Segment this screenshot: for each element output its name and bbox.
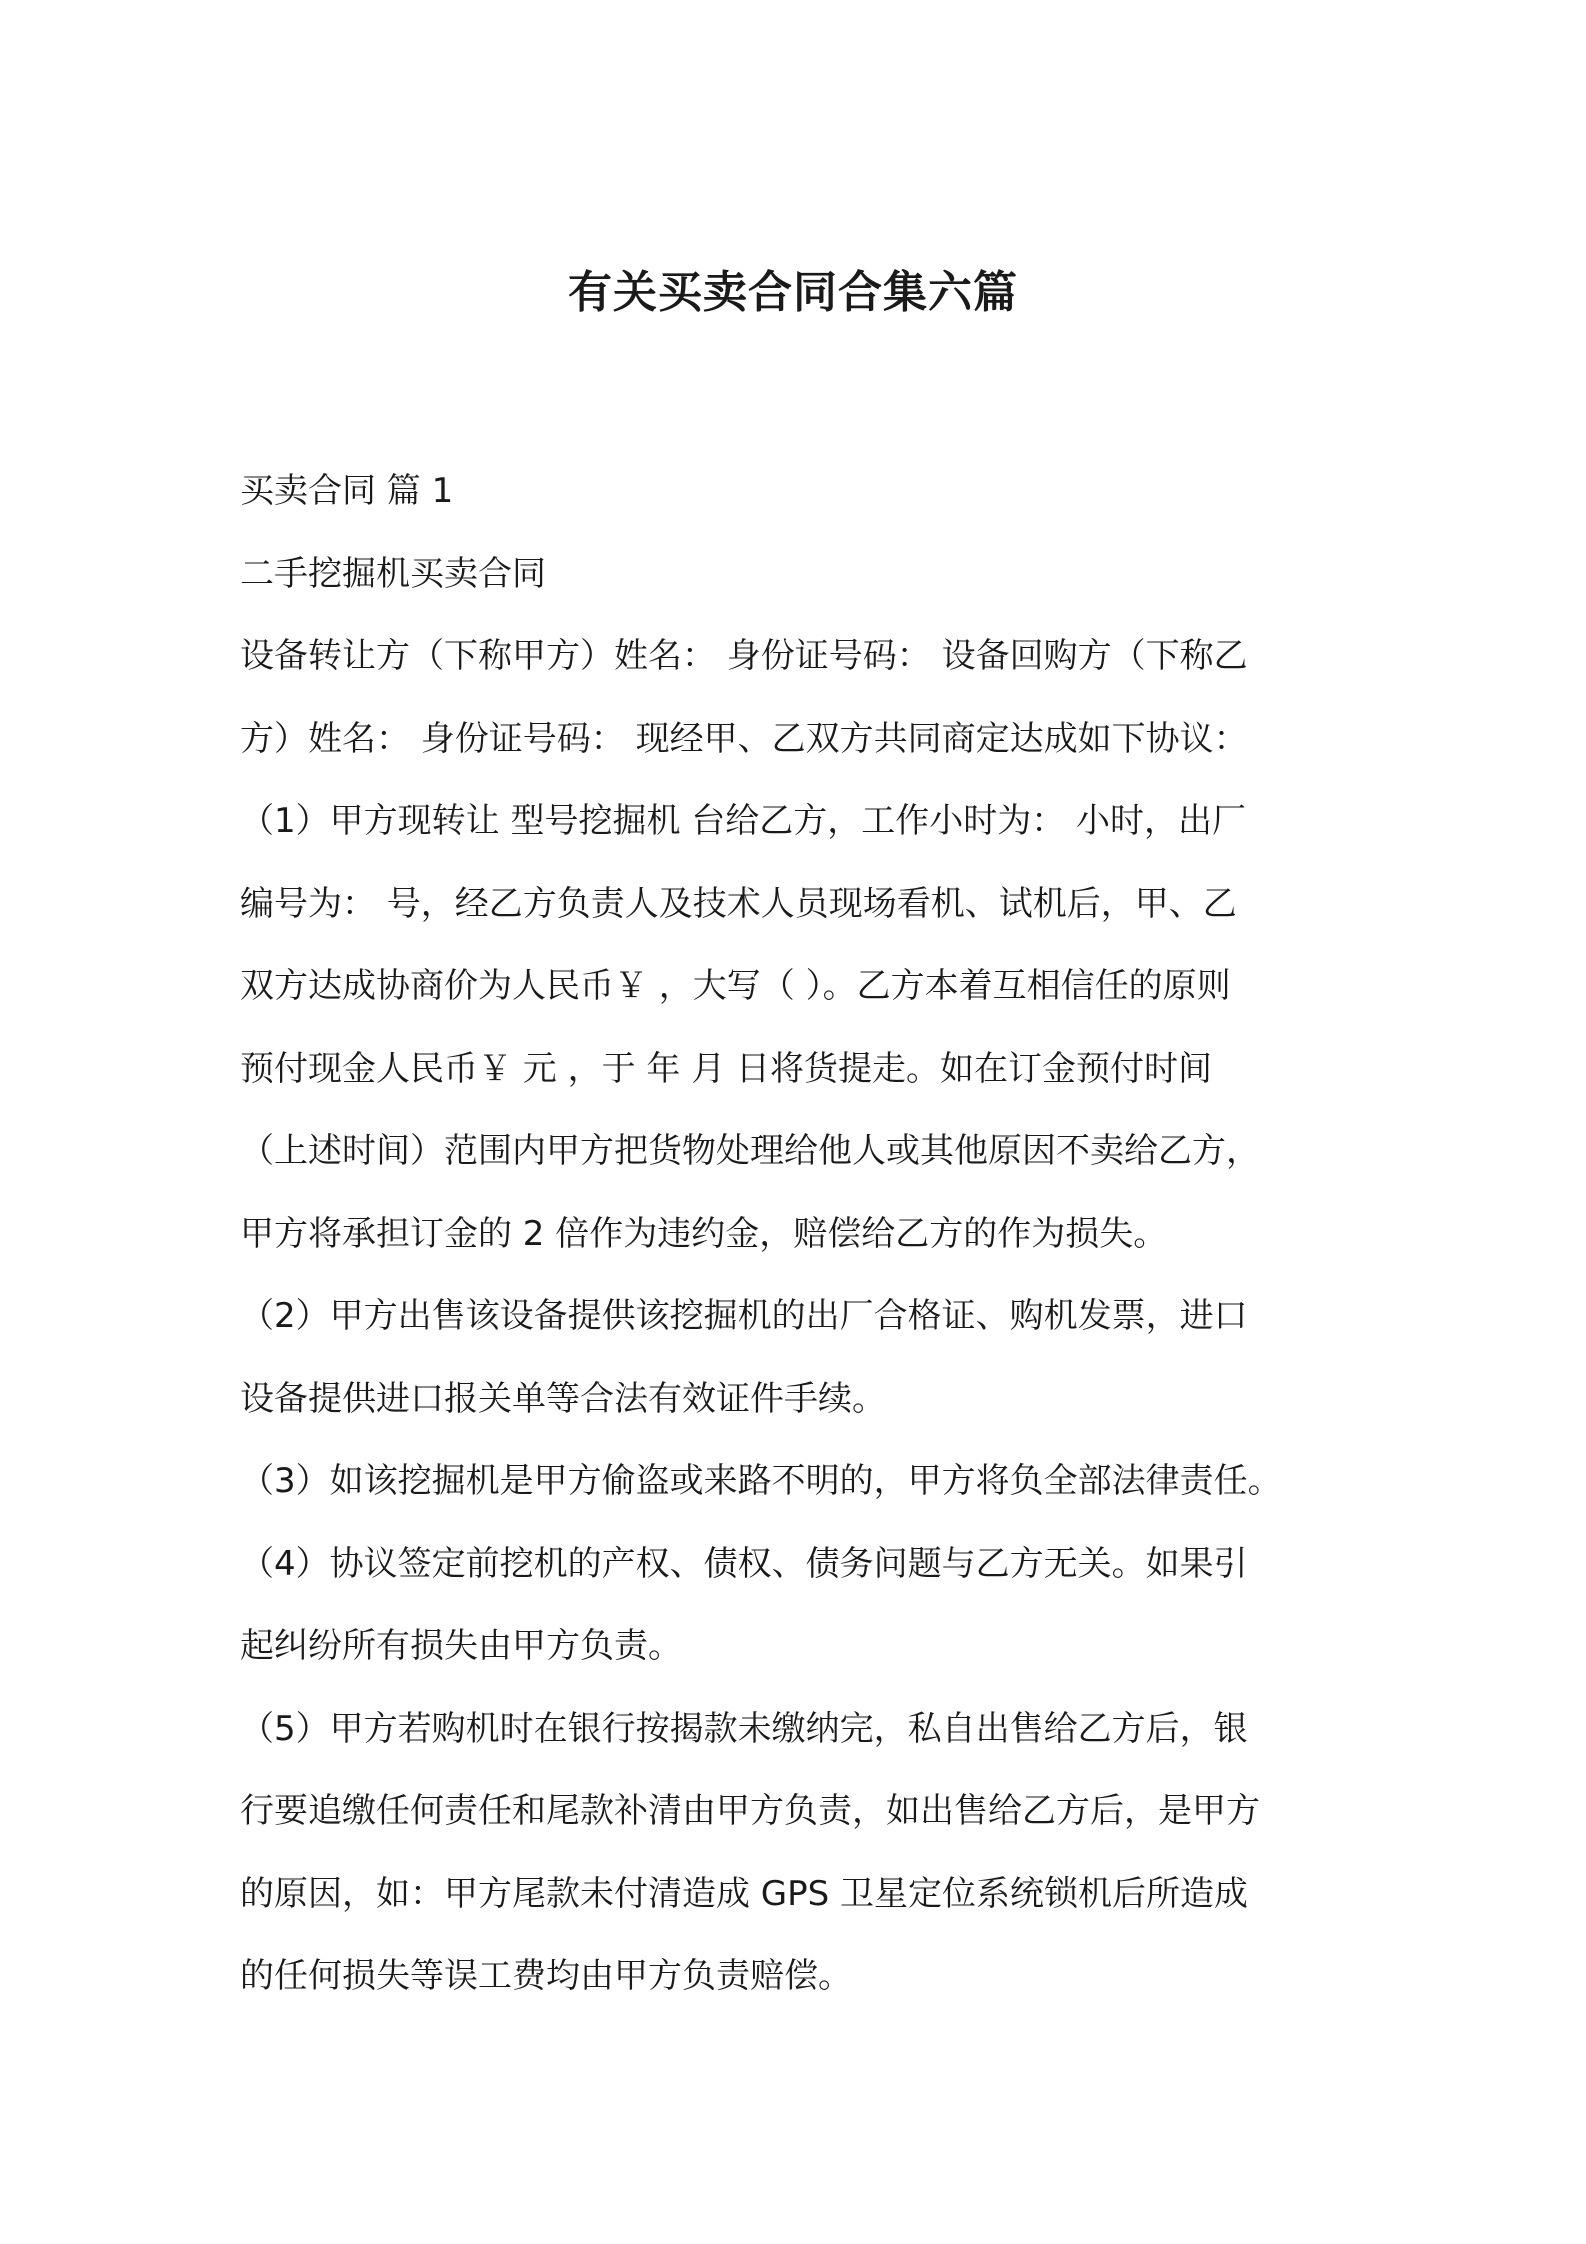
section-heading: 买卖合同 篇 1 bbox=[240, 471, 454, 511]
text-line: （3）如该挖掘机是甲方偷盗或来路不明的，甲方将负全部法律责任。 bbox=[240, 1461, 1282, 1501]
text-line: （1）甲方现转让 型号挖掘机 台给乙方，工作小时为： 小时，出厂 bbox=[240, 801, 1247, 841]
text-line: （上述时间）范围内甲方把货物处理给他人或其他原因不卖给乙方， bbox=[240, 1131, 1260, 1171]
text-line: 起纠纷所有损失由甲方负责。 bbox=[240, 1626, 682, 1666]
contract-title: 二手挖掘机买卖合同 bbox=[240, 553, 546, 594]
text-line: 甲方将承担订金的 2 倍作为违约金，赔偿给乙方的作为损失。 bbox=[240, 1213, 1168, 1254]
text-line: （4）协议签定前挖机的产权、债权、债务问题与乙方无关。如果引 bbox=[240, 1543, 1248, 1584]
text-line: 编号为： 号，经乙方负责人及技术人员现场看机、试机后，甲、乙 bbox=[240, 883, 1237, 924]
text-line: 方）姓名： 身份证号码： 现经甲、乙双方共同商定达成如下协议： bbox=[240, 718, 1248, 759]
text-line: 设备转让方（下称甲方）姓名： 身份证号码： 设备回购方（下称乙 bbox=[240, 636, 1248, 676]
text-line: （2）甲方出售该设备提供该挖掘机的出厂合格证、购机发票，进口 bbox=[240, 1296, 1248, 1336]
text-line: 预付现金人民币￥ 元 ，于 年 月 日将货提走。如在订金预付时间 bbox=[240, 1048, 1213, 1089]
text-line: 行要追缴任何责任和尾款补清由甲方负责，如出售给乙方后，是甲方 bbox=[240, 1791, 1260, 1831]
document-title: 有关买卖合同合集六篇 bbox=[568, 267, 1018, 318]
text-line: 的任何损失等误工费均由甲方负责赔偿。 bbox=[240, 1956, 852, 1996]
text-line: （5）甲方若购机时在银行按揭款未缴纳完，私自出售给乙方后，银 bbox=[240, 1708, 1248, 1749]
document-body bbox=[240, 450, 1370, 2018]
text-line: 双方达成协商价为人民币￥ ，大写（ ）。乙方本着互相信任的原则 bbox=[240, 966, 1231, 1006]
text-line: 设备提供进口报关单等合法有效证件手续。 bbox=[240, 1378, 886, 1419]
text-line: 的原因，如：甲方尾款未付清造成 GPS 卫星定位系统锁机后所造成 bbox=[240, 1873, 1249, 1914]
